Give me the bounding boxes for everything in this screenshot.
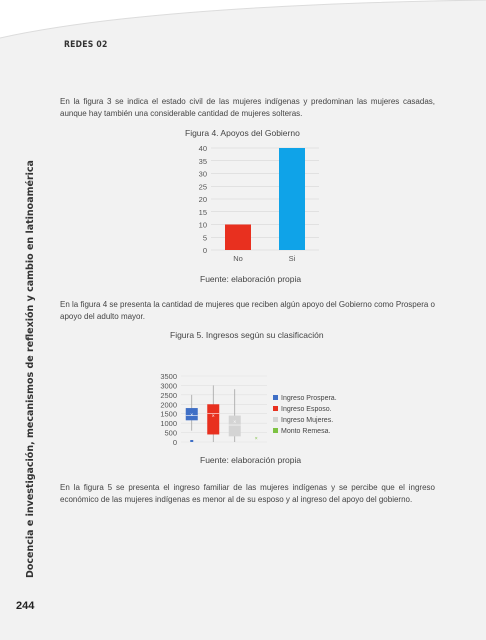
legend-label: Monto Remesa. xyxy=(281,428,331,435)
y-tick-label: 5 xyxy=(202,233,207,243)
y-tick-label: 20 xyxy=(198,195,207,204)
y-tick-label: 0 xyxy=(202,246,207,255)
bar-si xyxy=(279,148,305,250)
paragraph-3: En la figura 5 se presenta el ingreso familiar de las mujeres indígenas y se percibe que el ingreso económico de las mujeres indígenas es menor al de su esposo y al ingreso del apoyo del gobierno. xyxy=(60,483,435,504)
y-tick-label: 0 xyxy=(172,438,177,447)
figure-4-source: Fuente: elaboración propia xyxy=(200,274,302,284)
legend-label: Ingreso Prospera. xyxy=(281,395,337,402)
y-tick-label: 40 xyxy=(198,144,207,153)
y-tick-label: 3000 xyxy=(160,381,177,391)
x-tick-label: Si xyxy=(288,254,296,263)
y-tick-label: 15 xyxy=(198,207,207,217)
figure-5-box-chart xyxy=(145,370,365,450)
section-header: REDES 02 xyxy=(64,40,108,50)
y-tick-label: 30 xyxy=(198,169,207,179)
mean-marker: × xyxy=(254,436,258,443)
y-tick-label: 3500 xyxy=(160,372,177,381)
y-tick-label: 10 xyxy=(198,220,207,230)
mean-marker: × xyxy=(233,419,237,426)
legend-swatch xyxy=(273,395,278,400)
figure-5-title: Figura 5. Ingresos según su clasificación xyxy=(170,330,324,340)
y-tick-label: 1500 xyxy=(160,409,177,419)
y-tick-label: 25 xyxy=(198,182,207,192)
sidebar-vertical-title: Docencia e investigación, mecanismos de reflexión y cambio en latinoamérica xyxy=(25,160,36,578)
outlier-point xyxy=(190,440,193,442)
y-tick-label: 35 xyxy=(198,156,207,166)
paragraph-1: En la figura 3 se indica el estado civil de las mujeres indígenas y predominan las mujeres casadas, aunque hay también una considerable cantidad de mujeres solteras. xyxy=(60,97,435,118)
y-tick-label: 2000 xyxy=(160,400,177,410)
y-tick-label: 2500 xyxy=(160,390,177,400)
legend-label: Ingreso Mujeres. xyxy=(281,417,334,424)
legend-swatch xyxy=(273,428,278,433)
figure-4-title: Figura 4. Apoyos del Gobierno xyxy=(185,128,300,138)
legend-label: Ingreso Esposo. xyxy=(281,406,332,413)
figure-5-source: Fuente: elaboración propia xyxy=(200,455,302,465)
legend-swatch xyxy=(273,417,278,422)
mean-marker: × xyxy=(211,413,215,420)
bar-no xyxy=(225,225,251,251)
figure-4-bar-chart xyxy=(195,140,325,270)
corner-decoration xyxy=(0,0,486,40)
y-tick-label: 500 xyxy=(164,428,177,438)
legend-swatch xyxy=(273,406,278,411)
x-tick-label: No xyxy=(233,254,243,263)
paragraph-2: En la figura 4 se presenta la cantidad de mujeres que reciben algún apoyo del Gobierno como Prospera o apoyo del adulto mayor. xyxy=(60,300,435,321)
y-tick-label: 1000 xyxy=(160,419,177,429)
page-number: 244 xyxy=(16,600,35,612)
mean-marker: × xyxy=(190,412,194,419)
